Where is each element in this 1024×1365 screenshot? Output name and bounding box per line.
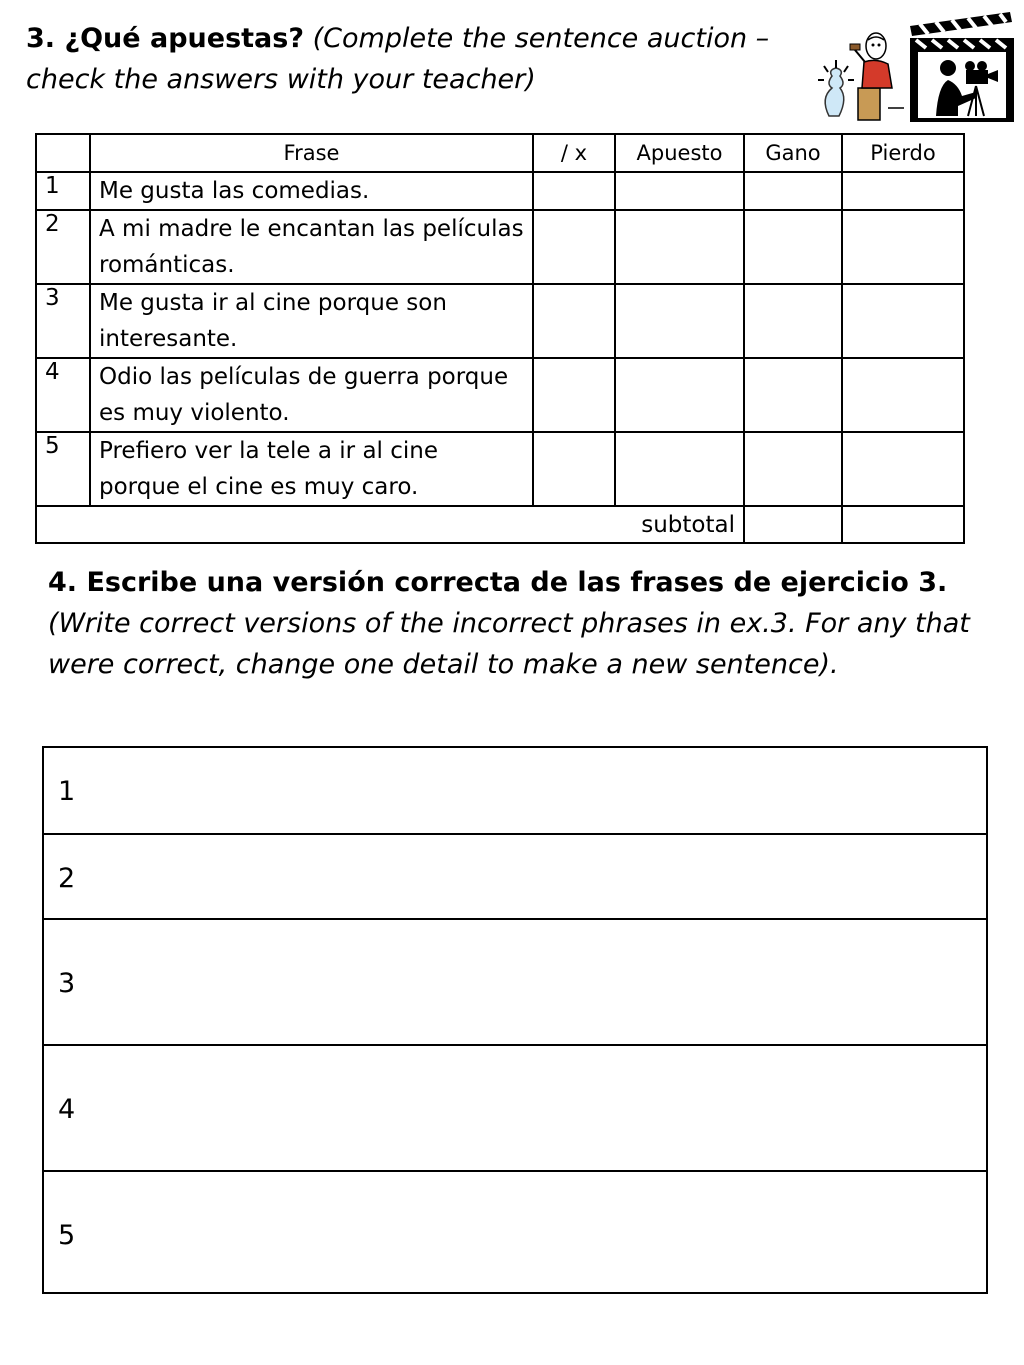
answer-number: 1 — [58, 776, 76, 807]
answer-number: 5 — [58, 1220, 76, 1251]
film-clapperboard-icon — [906, 8, 1018, 126]
check-cell[interactable] — [533, 210, 615, 284]
gano-cell[interactable] — [744, 284, 842, 358]
pierdo-cell[interactable] — [842, 172, 964, 210]
header-number — [36, 134, 90, 172]
row-number: 4 — [36, 358, 90, 432]
row-number: 3 — [36, 284, 90, 358]
row-phrase: Odio las películas de guerra porque es muy violento. — [90, 358, 533, 432]
pierdo-cell[interactable] — [842, 358, 964, 432]
row-number: 1 — [36, 172, 90, 210]
answer-row[interactable] — [44, 748, 986, 834]
answer-row[interactable] — [44, 918, 986, 1045]
row-number: 2 — [36, 210, 90, 284]
exercise-3-heading — [26, 18, 786, 100]
header-apuesto: Apuesto — [615, 134, 744, 172]
gano-cell[interactable] — [744, 172, 842, 210]
row-phrase: Me gusta las comedias. — [90, 172, 533, 210]
header-gano: Gano — [744, 134, 842, 172]
answer-box — [42, 746, 988, 1294]
gano-cell[interactable] — [744, 210, 842, 284]
answer-row[interactable] — [44, 833, 986, 919]
check-cell[interactable] — [533, 284, 615, 358]
check-cell[interactable] — [533, 432, 615, 506]
answer-number: 2 — [58, 863, 76, 894]
table-row — [36, 358, 964, 432]
answer-row[interactable] — [44, 1044, 986, 1171]
table-row — [36, 172, 964, 210]
table-row — [36, 284, 964, 358]
exercise-3-title: 3. ¿Qué apuestas? — [26, 23, 305, 54]
apuesto-cell[interactable] — [615, 432, 744, 506]
apuesto-cell[interactable] — [615, 210, 744, 284]
gano-cell[interactable] — [744, 432, 842, 506]
pierdo-cell[interactable] — [842, 432, 964, 506]
pierdo-cell[interactable] — [842, 284, 964, 358]
answer-row[interactable] — [44, 1170, 986, 1294]
subtotal-label: subtotal — [36, 506, 744, 543]
row-phrase: Prefiero ver la tele a ir al cine porque el cine es muy caro. — [90, 432, 533, 506]
row-number: 5 — [36, 432, 90, 506]
header-frase: Frase — [90, 134, 533, 172]
auctioneer-clipart-icon — [814, 18, 906, 126]
row-phrase: A mi madre le encantan las películas románticas. — [90, 210, 533, 284]
apuesto-cell[interactable] — [615, 358, 744, 432]
sentence-auction-table — [35, 133, 965, 544]
pierdo-subtotal-cell[interactable] — [842, 506, 964, 543]
exercise-4-instructions: (Write correct versions of the incorrect phrases in ex.3. For any that were correct, change one detail to make a new sentence). — [48, 608, 970, 680]
gano-subtotal-cell[interactable] — [744, 506, 842, 543]
exercise-4-heading — [48, 562, 988, 685]
pierdo-cell[interactable] — [842, 210, 964, 284]
table-header-row — [36, 134, 964, 172]
exercise-4-title: 4. Escribe una versión correcta de las frases de ejercicio 3. — [48, 567, 948, 598]
table-row — [36, 210, 964, 284]
header-pierdo: Pierdo — [842, 134, 964, 172]
check-cell[interactable] — [533, 172, 615, 210]
apuesto-cell[interactable] — [615, 284, 744, 358]
check-cell[interactable] — [533, 358, 615, 432]
answer-number: 4 — [58, 1094, 76, 1125]
apuesto-cell[interactable] — [615, 172, 744, 210]
row-phrase: Me gusta ir al cine porque son interesante. — [90, 284, 533, 358]
subtotal-row — [36, 506, 964, 543]
table-row — [36, 432, 964, 506]
header-check: / x — [533, 134, 615, 172]
answer-number: 3 — [58, 968, 76, 999]
gano-cell[interactable] — [744, 358, 842, 432]
exercise-3-instructions: (Complete the sentence auction – check the answers with your teacher) — [26, 23, 770, 95]
